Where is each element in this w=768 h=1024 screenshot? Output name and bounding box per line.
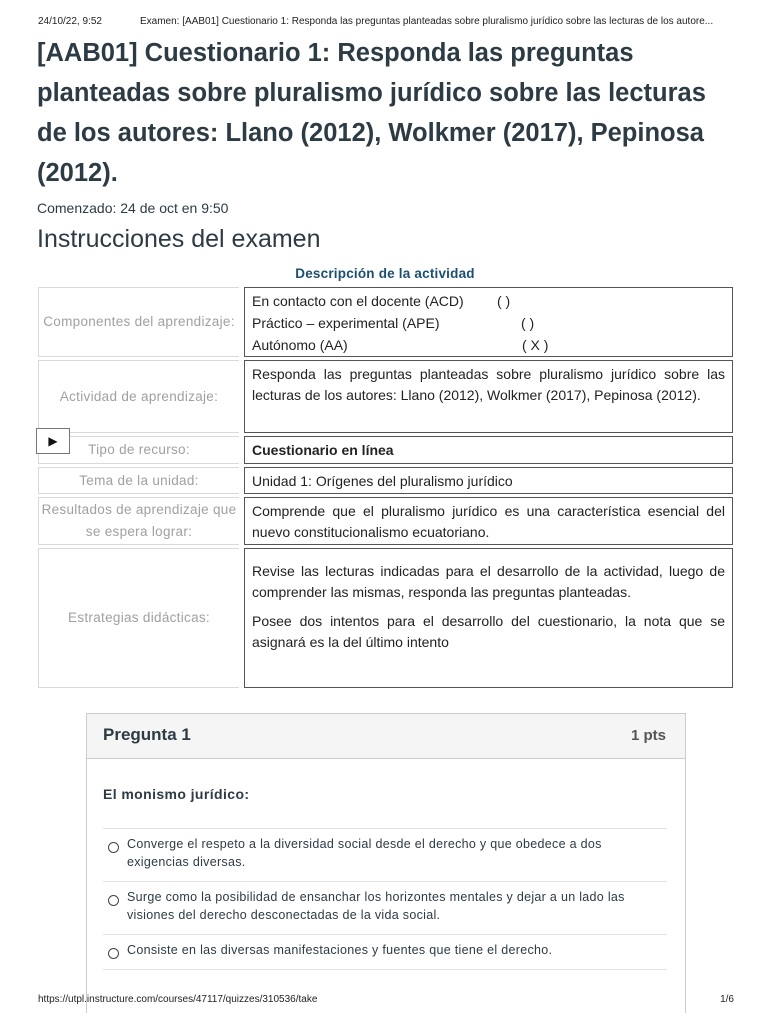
print-date: 24/10/22, 9:52 [38, 16, 102, 27]
activity-value: Responda las preguntas planteadas sobre pluralismo jurídico sobre las lecturas de los autores: Llano (2012), Wolkmer (2017), Pepinosa (2012). [244, 360, 733, 433]
component-mark: ( ) [497, 293, 511, 309]
question-header [87, 714, 685, 759]
activity-label: Actividad de aprendizaje: [38, 360, 239, 433]
component-item [252, 291, 725, 313]
component-name: Autónomo (AA) [252, 337, 348, 353]
answer-option[interactable] [103, 881, 667, 934]
unit-value: Unidad 1: Orígenes del pluralismo jurídico [244, 467, 733, 494]
quiz-title: [AAB01] Cuestionario 1: Responda las preguntas planteadas sobre pluralismo jurídico sobre las lecturas de los autores: Llano (2012), Wolkmer (2017), Pepinosa (2012). [37, 39, 706, 187]
components-label: Componentes del aprendizaje: [38, 287, 239, 357]
results-row [38, 497, 733, 545]
component-item [252, 335, 725, 357]
resource-row [38, 436, 733, 464]
instructions-heading: Instrucciones del examen [37, 225, 321, 253]
strategies-paragraph: Revise las lecturas indicadas para el desarrollo de la actividad, luego de comprender las mismas, responda las preguntas planteadas. [252, 563, 725, 600]
answer-text: Surge como la posibilidad de ensanchar los horizontes mentales y dejar a un lado las visiones del derecho desconectadas de la vida social. [127, 890, 625, 922]
play-button[interactable]: ▶ [36, 428, 70, 454]
component-item [252, 313, 725, 335]
component-mark: ( X ) [522, 337, 549, 353]
resource-value: Cuestionario en línea [244, 436, 733, 464]
print-footer [38, 994, 734, 1005]
component-name: Práctico – experimental (APE) [252, 315, 440, 331]
question-title: Pregunta 1 [103, 725, 191, 744]
components-cell [244, 287, 733, 357]
page-url: https://utpl.instructure.com/courses/47117/quizzes/310536/take [38, 994, 318, 1005]
radio-button[interactable] [108, 842, 119, 853]
component-mark: ( ) [521, 315, 535, 331]
print-page-title: Examen: [AAB01] Cuestionario 1: Responda las preguntas planteadas sobre pluralismo jurídico sobre las lecturas de los autore... [140, 16, 714, 27]
answer-text: Converge el respeto a la diversidad social desde el derecho y que obedece a dos exigencias diversas. [127, 837, 602, 869]
radio-button[interactable] [108, 895, 119, 906]
activity-row [38, 360, 733, 433]
started-timestamp: Comenzado: 24 de oct en 9:50 [37, 200, 229, 216]
question-text: El monismo jurídico: [103, 786, 250, 802]
radio-button[interactable] [108, 948, 119, 959]
component-name: En contacto con el docente (ACD) [252, 293, 464, 309]
answer-option[interactable] [103, 934, 667, 970]
unit-label: Tema de la unidad: [38, 467, 239, 494]
question-card [86, 713, 686, 1013]
page-number: 1/6 [720, 994, 734, 1005]
results-value: Comprende que el pluralismo jurídico es una característica esencial del nuevo constitucionalismo ecuatoriano. [244, 497, 733, 545]
strategies-row [38, 548, 733, 688]
answer-option[interactable] [103, 828, 667, 881]
question-points: 1 pts [630, 727, 666, 744]
strategies-cell [244, 548, 733, 688]
activity-caption: Descripción de la actividad [295, 266, 475, 281]
unit-row [38, 467, 733, 494]
answer-text: Consiste en las diversas manifestaciones y fuentes que tiene el derecho. [127, 943, 553, 957]
strategies-paragraph: Posee dos intentos para el desarrollo del cuestionario, la nota que se asignará es la del último intento [252, 613, 725, 650]
strategies-label: Estrategias didácticas: [38, 548, 239, 688]
components-row [38, 287, 733, 357]
resource-label: Tipo de recurso: [38, 436, 239, 464]
results-label: Resultados de aprendizaje que se espera lograr: [38, 497, 239, 545]
